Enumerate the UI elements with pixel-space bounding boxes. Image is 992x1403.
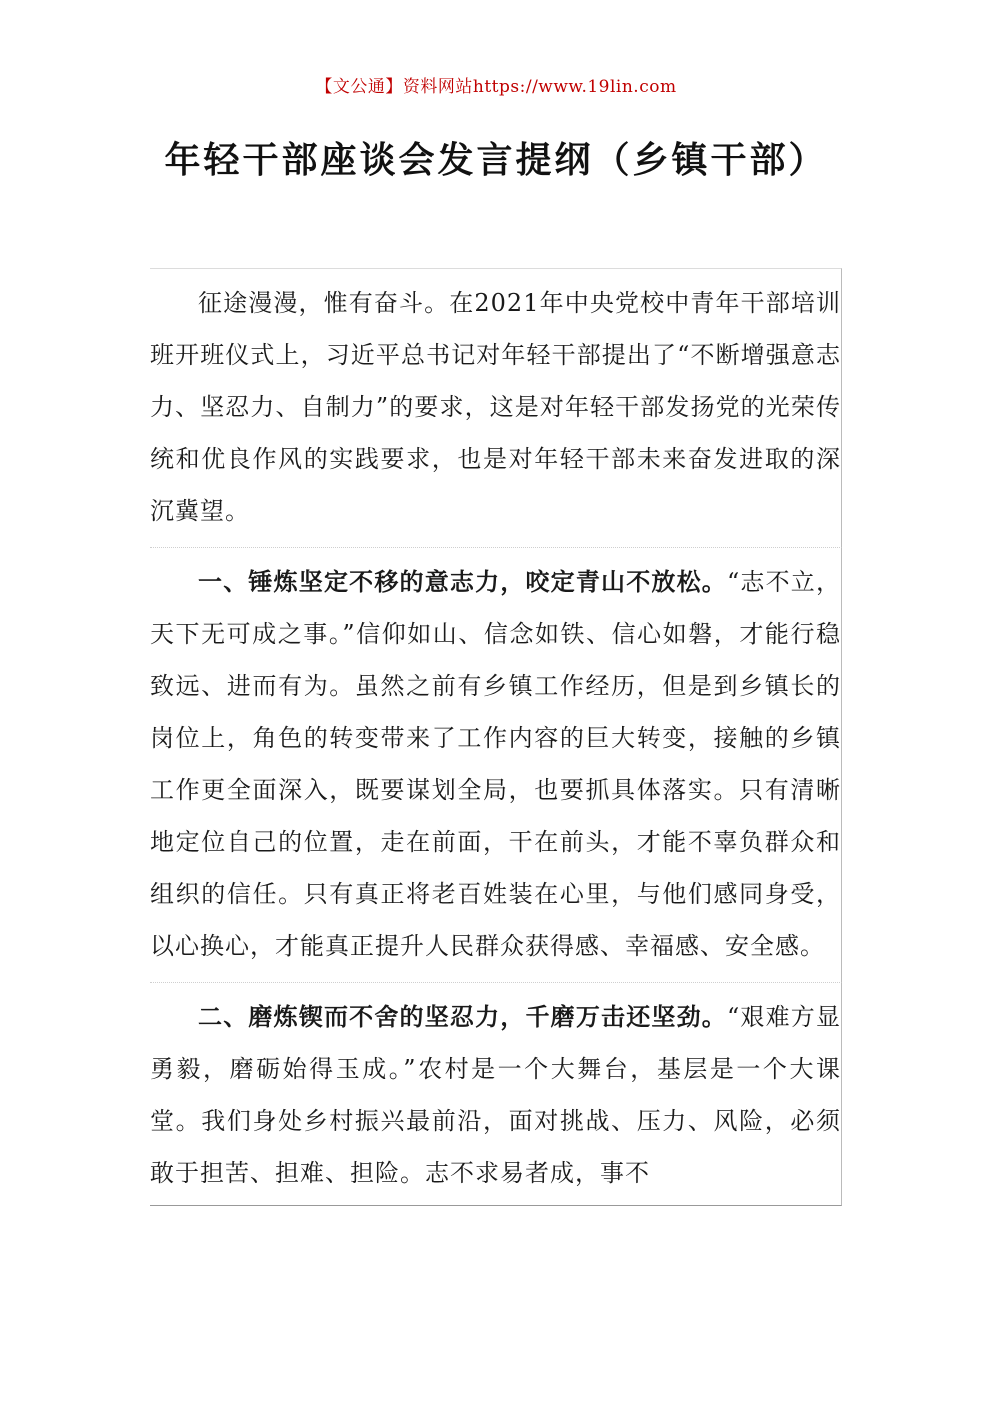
section-one-paragraph — [150, 547, 842, 982]
intro-paragraph — [150, 268, 842, 547]
section-two-paragraph — [150, 982, 842, 1206]
section-one-text: “志不立，天下无可成之事。”信仰如山、信念如铁、信心如磐，才能行稳致远、进而有为。虽然之前有乡镇工作经历，但是到乡镇长的岗位上，角色的转变带来了工作内容的巨大转变，接触的乡镇工作更全面深入，既要谋划全局，也要抓具体落实。只有清晰地定位自己的位置，走在前面，干在前头，才能不辜负群众和组织的信任。只有真正将老百姓装在心里，与他们感同身受，以心换心，才能真正提升人民群众获得感、幸福感、安全感。 — [150, 568, 841, 960]
intro-text: 征途漫漫，惟有奋斗。在2021年中央党校中青年干部培训班开班仪式上，习近平总书记对年轻干部提出了“不断增强意志力、坚忍力、自制力”的要求，这是对年轻干部发扬党的光荣传统和优良作风的实践要求，也是对年轻干部未来奋发进取的深沉冀望。 — [150, 289, 841, 525]
site-header: 【文公通】资料网站https://www.19lin.com — [315, 77, 677, 97]
section-one-heading: 一、锤炼坚定不移的意志力，咬定青山不放松。 — [198, 567, 727, 596]
document-title: 年轻干部座谈会发言提纲（乡镇干部） — [164, 139, 828, 181]
document-body — [150, 268, 842, 1206]
section-two-heading: 二、磨炼锲而不舍的坚忍力，千磨万击还坚劲。 — [198, 1002, 727, 1031]
section-two-text: “艰难方显勇毅，磨砺始得玉成。”农村是一个大舞台，基层是一个大课堂。我们身处乡村振兴最前沿，面对挑战、压力、风险，必须敢于担苦、担难、担险。志不求易者成，事不 — [150, 1003, 841, 1187]
